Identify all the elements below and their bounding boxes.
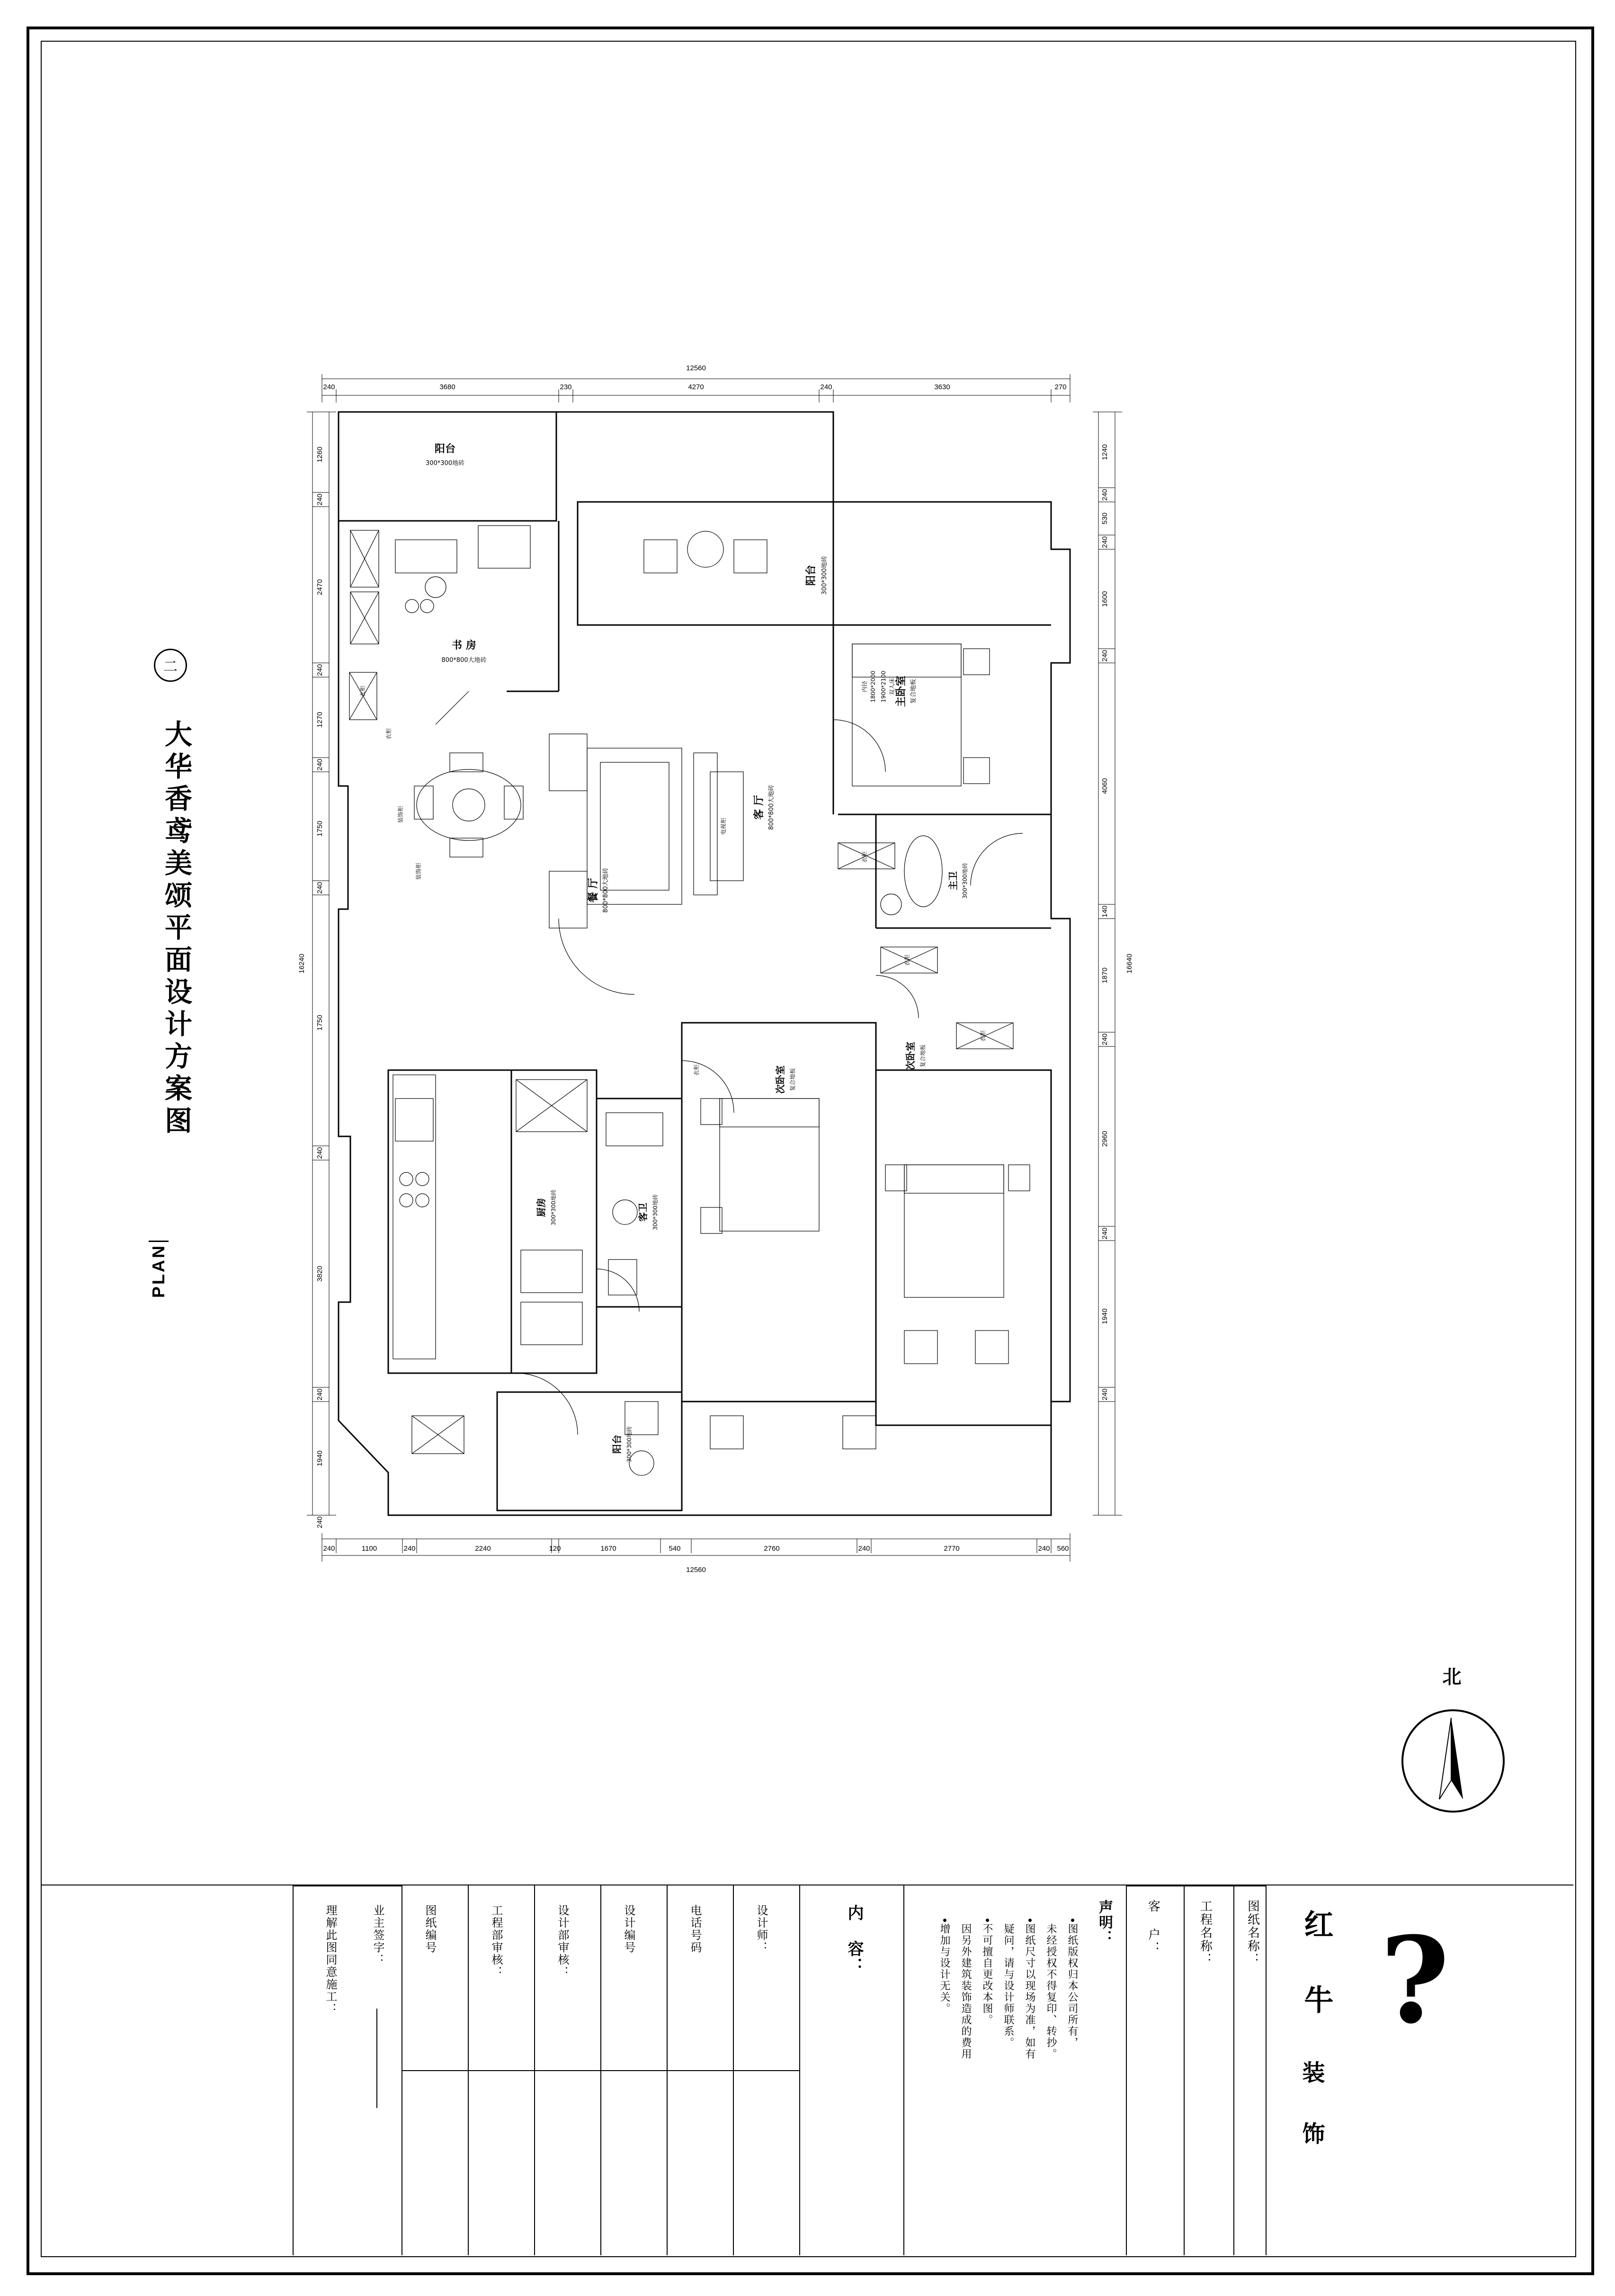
statement-line-4: 疑问，请与设计师联系。 xyxy=(1003,1923,1015,2048)
svg-text:内径: 内径 xyxy=(861,680,868,693)
svg-text:16240: 16240 xyxy=(298,954,306,974)
north-arrow xyxy=(1387,1667,1515,1818)
content-label: 内 容： xyxy=(845,1904,863,1974)
plan-label: PLAN xyxy=(149,1241,169,1298)
svg-text:1800*2000: 1800*2000 xyxy=(870,670,876,703)
svg-text:530: 530 xyxy=(1101,512,1109,525)
svg-text:衣柜: 衣柜 xyxy=(385,728,392,740)
svg-text:240: 240 xyxy=(1038,1545,1050,1553)
svg-text:300*300地砖: 300*300地砖 xyxy=(962,863,968,899)
svg-text:装饰柜: 装饰柜 xyxy=(415,862,422,880)
svg-text:1100: 1100 xyxy=(361,1545,377,1553)
field-phone xyxy=(667,1885,733,2255)
title-block xyxy=(42,1885,1573,2255)
svg-text:双人床: 双人床 xyxy=(889,678,895,696)
svg-text:560: 560 xyxy=(1057,1545,1069,1553)
svg-text:300*300地砖: 300*300地砖 xyxy=(550,1189,557,1225)
sheet-number-badge: 二 xyxy=(154,649,187,682)
svg-text:客 厅: 客 厅 xyxy=(753,795,765,820)
statement-line-2: 未经授权不得复印、转抄。 xyxy=(1045,1923,1057,2060)
svg-text:1940: 1940 xyxy=(316,1450,324,1466)
svg-text:800*800大地砖: 800*800大地砖 xyxy=(602,867,609,913)
field-design-review xyxy=(534,1885,600,2255)
svg-text:2470: 2470 xyxy=(316,579,324,595)
svg-text:240: 240 xyxy=(1101,1227,1109,1240)
svg-text:300*300地砖: 300*300地砖 xyxy=(821,555,828,595)
field-agreement xyxy=(293,1885,402,2255)
svg-text:240: 240 xyxy=(316,882,324,894)
svg-text:270: 270 xyxy=(1054,383,1067,391)
svg-text:衣柜: 衣柜 xyxy=(980,1030,986,1042)
company-logo-mark: ? xyxy=(1380,1911,1450,2050)
svg-text:2770: 2770 xyxy=(944,1545,960,1553)
svg-text:240: 240 xyxy=(316,759,324,771)
svg-text:1600: 1600 xyxy=(1101,591,1109,607)
svg-text:衣柜: 衣柜 xyxy=(693,1064,700,1076)
svg-text:16640: 16640 xyxy=(1125,954,1133,974)
field-designer-label: 设计师： xyxy=(755,1904,767,1954)
svg-text:衣柜: 衣柜 xyxy=(861,851,868,863)
svg-text:4270: 4270 xyxy=(688,383,704,391)
svg-text:阳台: 阳台 xyxy=(434,443,456,455)
svg-text:书 房: 书 房 xyxy=(452,640,476,652)
main-title-text: 大华香鸢美颂平面设计方案图 xyxy=(160,720,192,1138)
svg-text:阳台: 阳台 xyxy=(611,1435,623,1454)
company-name-right: 装 饰 xyxy=(1299,2061,1324,2151)
field-drawing-no xyxy=(402,1885,468,2255)
field-design-no xyxy=(600,1885,667,2255)
svg-text:1750: 1750 xyxy=(316,821,324,837)
svg-text:800*800大地砖: 800*800大地砖 xyxy=(441,657,487,664)
statement-line-6: 因另外建筑装饰造成的费用 xyxy=(960,1923,972,2060)
svg-text:230: 230 xyxy=(560,383,572,391)
svg-text:衣柜: 衣柜 xyxy=(904,954,910,966)
svg-text:3630: 3630 xyxy=(934,383,950,391)
svg-text:240: 240 xyxy=(1101,1033,1109,1045)
svg-text:1240: 1240 xyxy=(1101,444,1109,460)
svg-text:2240: 2240 xyxy=(475,1545,491,1553)
company-logo-block xyxy=(1266,1885,1573,2255)
svg-text:12560: 12560 xyxy=(686,1566,706,1574)
svg-text:240: 240 xyxy=(316,1388,324,1401)
field-client-label: 客 户： xyxy=(1146,1900,1161,1955)
content-column xyxy=(799,1885,903,2255)
svg-text:240: 240 xyxy=(820,383,832,391)
svg-text:复合地板: 复合地板 xyxy=(789,1068,796,1091)
svg-text:240: 240 xyxy=(316,1516,324,1528)
field-design-review-label: 设计部审核： xyxy=(556,1904,569,1978)
svg-text:次卧室: 次卧室 xyxy=(905,1042,916,1070)
svg-text:2760: 2760 xyxy=(764,1545,780,1553)
svg-text:1870: 1870 xyxy=(1101,967,1109,983)
svg-text:衣柜: 衣柜 xyxy=(359,685,366,697)
svg-text:300*300地砖: 300*300地砖 xyxy=(652,1194,659,1230)
svg-text:800*800大地砖: 800*800大地砖 xyxy=(768,785,775,830)
project-info-column xyxy=(1126,1885,1266,2255)
svg-text:1940: 1940 xyxy=(1101,1308,1109,1324)
svg-text:120: 120 xyxy=(549,1545,561,1553)
svg-text:次卧室: 次卧室 xyxy=(775,1065,786,1094)
svg-text:240: 240 xyxy=(1101,650,1109,662)
svg-text:餐 厅: 餐 厅 xyxy=(588,878,599,902)
svg-text:主卫: 主卫 xyxy=(947,871,959,890)
svg-text:1270: 1270 xyxy=(316,712,324,728)
svg-text:阳台: 阳台 xyxy=(805,564,817,586)
field-designer xyxy=(733,1885,799,2255)
statement-column xyxy=(903,1885,1126,2255)
north-label: 北 xyxy=(1440,1667,1461,1686)
field-design-no-label: 设计编号 xyxy=(622,1904,635,1954)
svg-text:复合地板: 复合地板 xyxy=(919,1044,926,1068)
svg-text:240: 240 xyxy=(858,1545,870,1553)
svg-text:主卧室: 主卧室 xyxy=(895,675,907,707)
svg-text:240: 240 xyxy=(316,493,324,506)
svg-text:240: 240 xyxy=(403,1545,416,1553)
svg-text:240: 240 xyxy=(316,664,324,676)
svg-text:3680: 3680 xyxy=(439,383,455,391)
svg-text:300*300地砖: 300*300地砖 xyxy=(425,460,465,467)
svg-text:电视柜: 电视柜 xyxy=(720,817,727,835)
svg-text:3820: 3820 xyxy=(316,1266,324,1282)
statement-line-5: 不可擅自更改本图。 xyxy=(981,1923,993,2026)
svg-text:240: 240 xyxy=(1101,489,1109,501)
statement-title: 声明： xyxy=(1097,1900,1112,1945)
statement-line-3: 图纸尺寸以现场为准，如有 xyxy=(1024,1923,1036,2060)
field-engineering-review-label: 工程部审核： xyxy=(490,1904,502,1978)
field-project-label: 工程名称： xyxy=(1198,1900,1213,1966)
svg-text:240: 240 xyxy=(1101,536,1109,548)
svg-text:240: 240 xyxy=(316,1147,324,1159)
drawing-main-title xyxy=(149,659,196,1298)
svg-text:12560: 12560 xyxy=(686,364,706,372)
company-name-left: 红 牛 xyxy=(1300,1909,1332,2020)
svg-text:240: 240 xyxy=(1101,1388,1109,1401)
floor-plan xyxy=(294,360,1269,1591)
svg-text:装饰柜: 装饰柜 xyxy=(397,805,404,823)
statement-line-7: 增加与设计无关。 xyxy=(939,1923,951,2014)
svg-text:1900*2100: 1900*2100 xyxy=(880,670,887,703)
statement-line-1: 图纸版权归本公司所有， xyxy=(1067,1923,1079,2048)
svg-text:客卫: 客卫 xyxy=(637,1203,649,1222)
svg-text:300*300地砖: 300*300地砖 xyxy=(626,1426,633,1462)
svg-text:2960: 2960 xyxy=(1101,1131,1109,1147)
field-owner-signature-label: 业主签字： xyxy=(371,1904,384,1966)
field-drawing-no-label: 图纸编号 xyxy=(423,1904,436,1954)
svg-text:厨房: 厨房 xyxy=(535,1198,547,1217)
field-drawing-name-label: 图纸名称： xyxy=(1246,1900,1260,1966)
svg-text:4060: 4060 xyxy=(1101,778,1109,794)
svg-text:140: 140 xyxy=(1101,905,1109,918)
svg-text:1750: 1750 xyxy=(316,1015,324,1031)
svg-text:240: 240 xyxy=(323,383,335,391)
field-agreement-label: 理解此图同意施工： xyxy=(324,1904,337,2015)
svg-text:1260: 1260 xyxy=(316,447,324,463)
svg-text:复合地板: 复合地板 xyxy=(910,679,917,704)
svg-text:540: 540 xyxy=(669,1545,681,1553)
field-engineering-review xyxy=(468,1885,534,2255)
field-phone-label: 电话号码 xyxy=(688,1904,701,1954)
svg-text:240: 240 xyxy=(323,1545,335,1553)
svg-text:1670: 1670 xyxy=(600,1545,616,1553)
